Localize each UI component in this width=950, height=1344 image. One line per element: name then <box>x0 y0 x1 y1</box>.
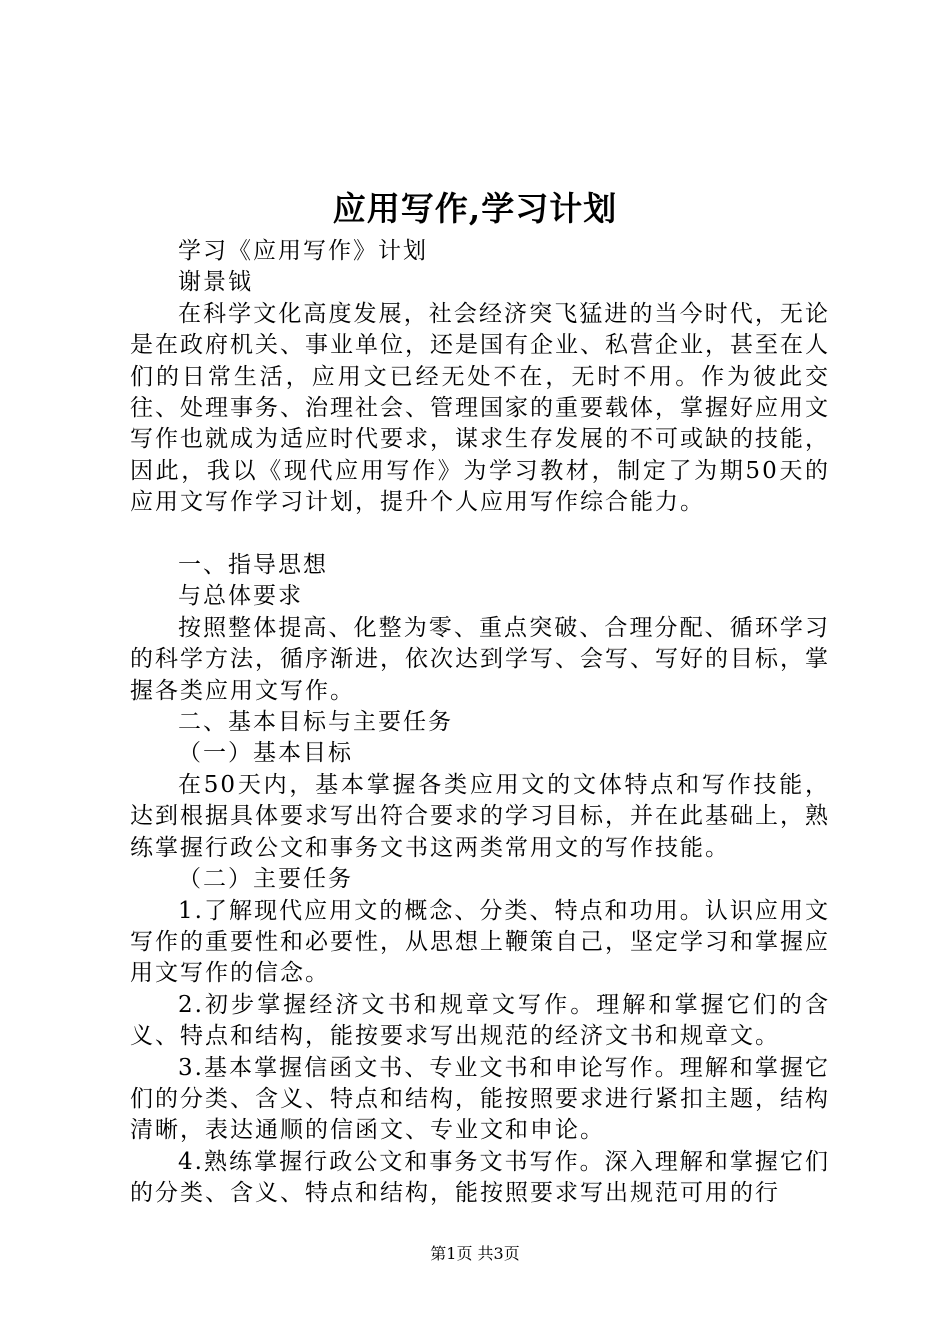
section1-paragraph: 按照整体提高、化整为零、重点突破、合理分配、循环学习的科学方法，循序渐进，依次达到学写、会写、写好的目标，掌握各类应用文写作。 <box>130 614 830 704</box>
section1-subheading: 与总体要求 <box>178 583 303 610</box>
sub1-paragraph: 在50天内，基本掌握各类应用文的文体特点和写作技能，达到根据具体要求写出符合要求的学习目标，并在此基础上，熟练掌握行政公文和事务文书这两类常用文的写作技能。 <box>130 771 830 861</box>
task-item: 2.初步掌握经济文书和规章文写作。理解和掌握它们的含义、特点和结构，能按要求写出规范的经济文书和规章文。 <box>130 991 830 1050</box>
section2-heading: 二、基本目标与主要任务 <box>178 709 453 736</box>
intro-paragraph: 在科学文化高度发展，社会经济突飞猛进的当今时代，无论是在政府机关、事业单位，还是国有企业、私营企业，甚至在人们的日常生活，应用文已经无处不在，无时不用。作为彼此交往、处理事务、治理社会、管理国家的重要载体，掌握好应用文写作也就成为适应时代要求，谋求生存发展的不可或缺的技能，因此，我以《现代应用写作》为学习教材，制定了为期50天的应用文写作学习计划，提升个人应用写作综合能力。 <box>130 300 830 516</box>
subtitle: 学习《应用写作》计划 <box>178 238 428 264</box>
document-title: 应用写作,学习计划 <box>332 189 618 228</box>
task-item: 1.了解现代应用文的概念、分类、特点和功用。认识应用文写作的重要性和必要性，从思想上鞭策自己，坚定学习和掌握应用文写作的信念。 <box>130 897 830 987</box>
section1-heading: 一、指导思想 <box>178 552 328 579</box>
page-number: 第1页 共3页 <box>430 1244 520 1263</box>
document-body <box>130 236 830 1210</box>
task-item: 3.基本掌握信函文书、专业文书和申论写作。理解和掌握它们的分类、含义、特点和结构，能按照要求进行紧扣主题，结构清晰，表达通顺的信函文、专业文和申论。 <box>130 1054 830 1144</box>
author: 谢景钺 <box>178 269 253 296</box>
sub1-heading: （一）基本目标 <box>178 740 353 767</box>
paragraph-gap <box>130 519 830 550</box>
task-item: 4.熟练掌握行政公文和事务文书写作。深入理解和掌握它们的分类、含义、特点和结构，能按照要求写出规范可用的行 <box>130 1148 830 1207</box>
sub2-heading: （二）主要任务 <box>178 866 353 893</box>
